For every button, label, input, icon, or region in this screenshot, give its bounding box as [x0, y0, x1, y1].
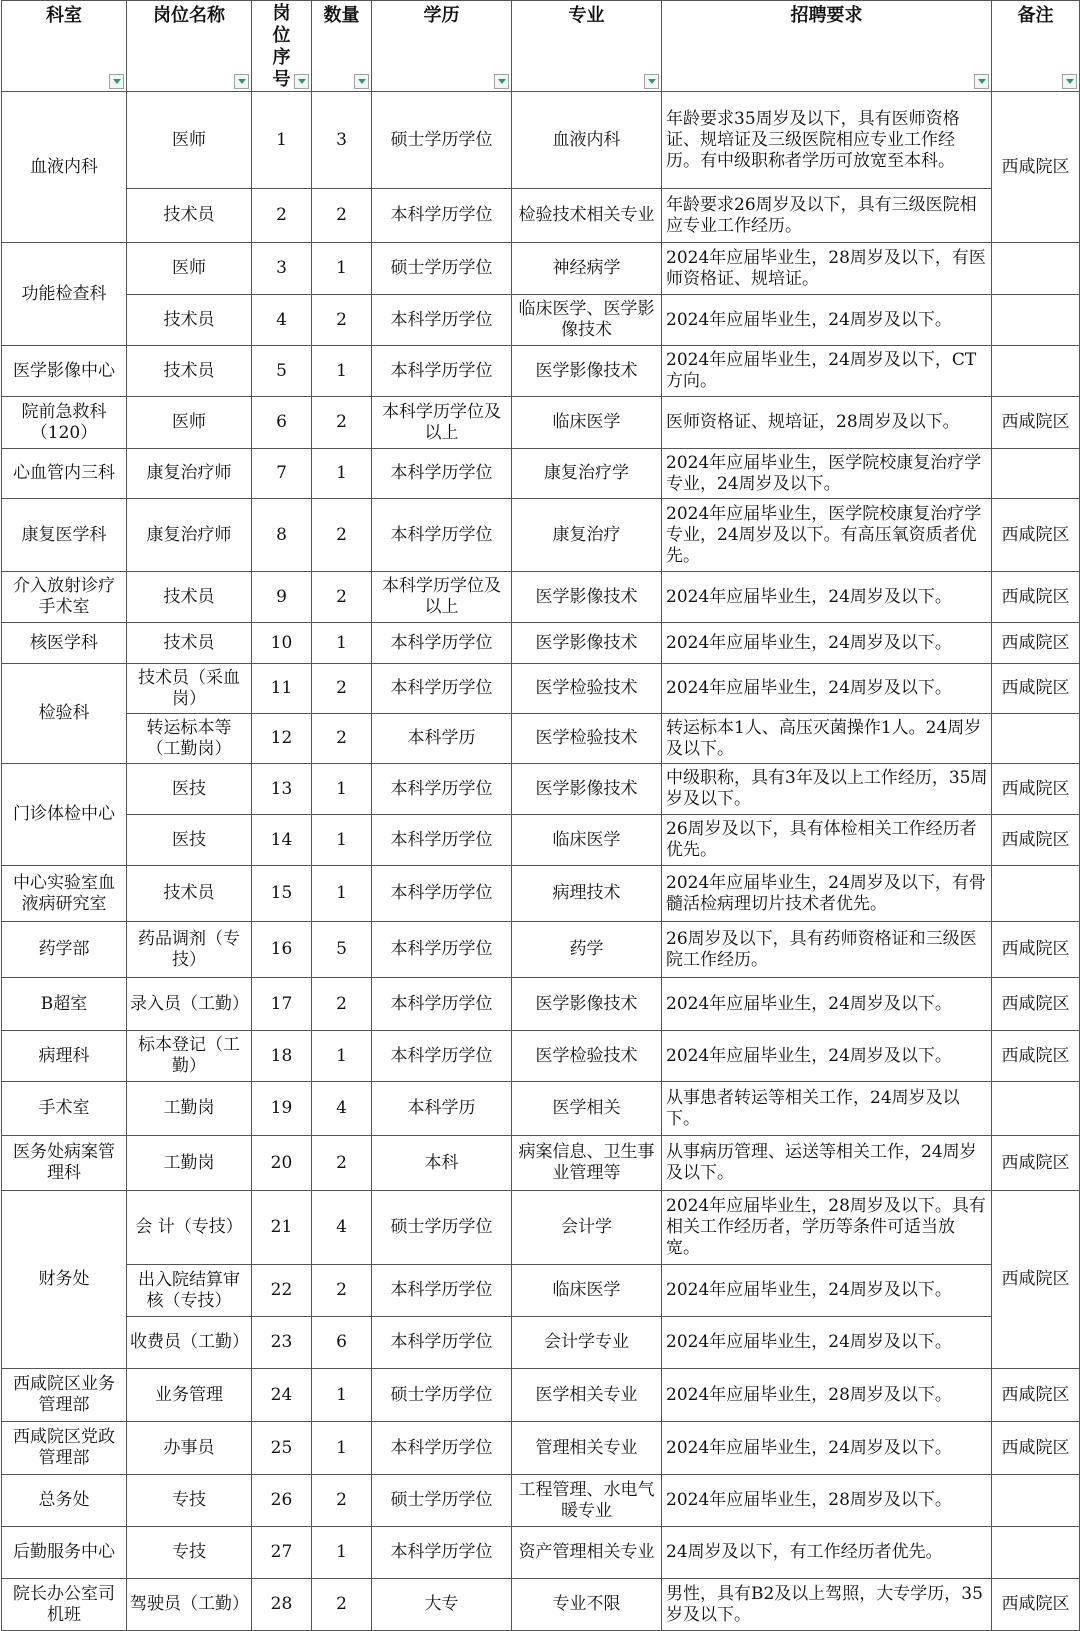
major-cell: 会计学	[512, 1191, 662, 1265]
post-name-cell: 技术员	[127, 623, 252, 664]
post-name-cell: 转运标本等（工勤岗）	[127, 714, 252, 764]
header-label: 科室	[46, 5, 82, 26]
recruitment-table	[1, 0, 1080, 1631]
post-name-cell: 技术员	[127, 295, 252, 346]
requirements-cell: 2024年应届毕业生，医学院校康复治疗学专业，24周岁及以下。有高压氧资质者优先。	[662, 499, 992, 572]
post-number-cell: 24	[252, 1369, 312, 1422]
header-cell	[512, 1, 662, 92]
post-number-cell: 2	[252, 189, 312, 243]
remark-cell: 西咸院区	[992, 1369, 1080, 1422]
post-number-cell: 28	[252, 1579, 312, 1631]
quantity-cell: 1	[312, 866, 372, 922]
remark-cell	[992, 1082, 1080, 1136]
filter-dropdown-icon[interactable]	[1062, 74, 1077, 89]
post-name-cell: 标本登记（工勤）	[127, 1031, 252, 1082]
department-cell: 血液内科	[2, 92, 127, 243]
education-cell: 本科	[372, 1136, 512, 1191]
requirements-cell: 2024年应届毕业生，28周岁及以下，有医师资格证、规培证。	[662, 243, 992, 295]
remark-cell: 西咸院区	[992, 1191, 1080, 1369]
post-number-cell: 5	[252, 346, 312, 397]
education-cell: 本科学历学位	[372, 1265, 512, 1317]
filter-dropdown-icon[interactable]	[109, 74, 124, 89]
remark-cell: 西咸院区	[992, 978, 1080, 1031]
quantity-cell: 1	[312, 815, 372, 866]
requirements-cell: 从事病历管理、运送等相关工作，24周岁及以下。	[662, 1136, 992, 1191]
major-cell: 神经病学	[512, 243, 662, 295]
education-cell: 本科学历学位	[372, 1422, 512, 1475]
major-cell: 会计学专业	[512, 1317, 662, 1369]
department-cell: 药学部	[2, 922, 127, 978]
post-number-cell: 8	[252, 499, 312, 572]
post-name-cell: 医技	[127, 764, 252, 815]
post-name-cell: 会 计（专技）	[127, 1191, 252, 1265]
education-cell: 本科学历学位	[372, 623, 512, 664]
department-cell: 病理科	[2, 1031, 127, 1082]
table-row	[2, 764, 1080, 815]
quantity-cell: 6	[312, 1317, 372, 1369]
major-cell: 病理技术	[512, 866, 662, 922]
education-cell: 本科学历	[372, 714, 512, 764]
quantity-cell: 1	[312, 764, 372, 815]
major-cell: 临床医学	[512, 815, 662, 866]
table-row	[2, 664, 1080, 714]
remark-cell: 西咸院区	[992, 499, 1080, 572]
table-row	[2, 866, 1080, 922]
department-cell: 西咸院区党政管理部	[2, 1422, 127, 1475]
table-row	[2, 922, 1080, 978]
quantity-cell: 2	[312, 714, 372, 764]
post-number-cell: 15	[252, 866, 312, 922]
header-label: 岗位序号	[272, 3, 291, 90]
post-number-cell: 12	[252, 714, 312, 764]
requirements-cell: 2024年应届毕业生，28周岁及以下。	[662, 1369, 992, 1422]
table-row	[2, 1475, 1080, 1527]
major-cell: 工程管理、水电气暖专业	[512, 1475, 662, 1527]
post-name-cell: 医师	[127, 92, 252, 189]
post-number-cell: 26	[252, 1475, 312, 1527]
major-cell: 血液内科	[512, 92, 662, 189]
post-name-cell: 出入院结算审核（专技）	[127, 1265, 252, 1317]
major-cell: 医学影像技术	[512, 764, 662, 815]
requirements-cell: 2024年应届毕业生，28周岁及以下。	[662, 1475, 992, 1527]
post-number-cell: 13	[252, 764, 312, 815]
header-label: 岗位名称	[153, 5, 225, 26]
education-cell: 大专	[372, 1579, 512, 1631]
education-cell: 硕士学历学位	[372, 1369, 512, 1422]
requirements-cell: 2024年应届毕业生，24周岁及以下。	[662, 664, 992, 714]
quantity-cell: 2	[312, 189, 372, 243]
header-label: 专业	[568, 5, 605, 26]
requirements-cell: 26周岁及以下，具有体检相关工作经历者优先。	[662, 815, 992, 866]
education-cell: 本科学历学位	[372, 815, 512, 866]
filter-dropdown-icon[interactable]	[234, 74, 249, 89]
quantity-cell: 1	[312, 1422, 372, 1475]
table-row	[2, 449, 1080, 499]
post-number-cell: 25	[252, 1422, 312, 1475]
quantity-cell: 2	[312, 499, 372, 572]
post-name-cell: 专技	[127, 1475, 252, 1527]
post-number-cell: 20	[252, 1136, 312, 1191]
quantity-cell: 2	[312, 295, 372, 346]
table-row	[2, 1369, 1080, 1422]
remark-cell: 西咸院区	[992, 1579, 1080, 1631]
post-number-cell: 21	[252, 1191, 312, 1265]
education-cell: 本科学历学位	[372, 764, 512, 815]
post-number-cell: 11	[252, 664, 312, 714]
requirements-cell: 2024年应届毕业生，24周岁及以下。	[662, 1265, 992, 1317]
requirements-cell: 2024年应届毕业生，24周岁及以下。	[662, 295, 992, 346]
header-cell	[372, 1, 512, 92]
major-cell: 医学检验技术	[512, 664, 662, 714]
remark-cell: 西咸院区	[992, 764, 1080, 815]
remark-cell	[992, 295, 1080, 346]
header-label: 备注	[1017, 5, 1054, 26]
education-cell: 硕士学历学位	[372, 243, 512, 295]
post-number-cell: 18	[252, 1031, 312, 1082]
header-row	[2, 1, 1080, 92]
education-cell: 本科学历学位	[372, 346, 512, 397]
header-cell	[252, 1, 312, 92]
education-cell: 本科学历学位	[372, 1527, 512, 1579]
major-cell: 临床医学	[512, 397, 662, 449]
post-name-cell: 技术员	[127, 572, 252, 623]
quantity-cell: 1	[312, 1527, 372, 1579]
major-cell: 专业不限	[512, 1579, 662, 1631]
remark-cell: 西咸院区	[992, 664, 1080, 714]
department-cell: 介入放射诊疗手术室	[2, 572, 127, 623]
filter-dropdown-icon[interactable]	[974, 74, 989, 89]
post-number-cell: 22	[252, 1265, 312, 1317]
requirements-cell: 2024年应届毕业生，24周岁及以下，有骨髓活检病理切片技术者优先。	[662, 866, 992, 922]
table-row	[2, 815, 1080, 866]
quantity-cell: 2	[312, 1475, 372, 1527]
major-cell: 资产管理相关专业	[512, 1527, 662, 1579]
quantity-cell: 4	[312, 1191, 372, 1265]
table-row	[2, 346, 1080, 397]
post-name-cell: 技术员（采血岗）	[127, 664, 252, 714]
post-name-cell: 专技	[127, 1527, 252, 1579]
remark-cell	[992, 714, 1080, 764]
quantity-cell: 1	[312, 1369, 372, 1422]
major-cell: 医学检验技术	[512, 1031, 662, 1082]
post-number-cell: 3	[252, 243, 312, 295]
quantity-cell: 1	[312, 346, 372, 397]
post-number-cell: 17	[252, 978, 312, 1031]
requirements-cell: 2024年应届毕业生，24周岁及以下。	[662, 1422, 992, 1475]
post-name-cell: 录入员（工勤）	[127, 978, 252, 1031]
remark-cell: 西咸院区	[992, 397, 1080, 449]
department-cell: 院前急救科（120）	[2, 397, 127, 449]
requirements-cell: 2024年应届毕业生，24周岁及以下。	[662, 623, 992, 664]
remark-cell	[992, 346, 1080, 397]
post-number-cell: 16	[252, 922, 312, 978]
major-cell: 管理相关专业	[512, 1422, 662, 1475]
post-number-cell: 14	[252, 815, 312, 866]
requirements-cell: 转运标本1人、高压灭菌操作1人。24周岁及以下。	[662, 714, 992, 764]
education-cell: 本科学历学位	[372, 978, 512, 1031]
post-name-cell: 医技	[127, 815, 252, 866]
major-cell: 医学影像技术	[512, 346, 662, 397]
quantity-cell: 1	[312, 243, 372, 295]
remark-cell: 西咸院区	[992, 815, 1080, 866]
post-number-cell: 10	[252, 623, 312, 664]
table-row	[2, 572, 1080, 623]
requirements-cell: 2024年应届毕业生，24周岁及以下。	[662, 1317, 992, 1369]
department-cell: 院长办公室司机班	[2, 1579, 127, 1631]
requirements-cell: 2024年应届毕业生，24周岁及以下。	[662, 572, 992, 623]
table-row	[2, 714, 1080, 764]
education-cell: 本科学历学位	[372, 664, 512, 714]
quantity-cell: 5	[312, 922, 372, 978]
major-cell: 康复治疗	[512, 499, 662, 572]
post-name-cell: 工勤岗	[127, 1136, 252, 1191]
quantity-cell: 2	[312, 1579, 372, 1631]
quantity-cell: 2	[312, 397, 372, 449]
table-row	[2, 1191, 1080, 1265]
quantity-cell: 3	[312, 92, 372, 189]
remark-cell: 西咸院区	[992, 1031, 1080, 1082]
table-row	[2, 1317, 1080, 1369]
department-cell: 西咸院区业务管理部	[2, 1369, 127, 1422]
department-cell: 检验科	[2, 664, 127, 764]
department-cell: 后勤服务中心	[2, 1527, 127, 1579]
requirements-cell: 男性，具有B2及以上驾照，大专学历，35岁及以下。	[662, 1579, 992, 1631]
post-name-cell: 药品调剂（专技）	[127, 922, 252, 978]
post-name-cell: 医师	[127, 397, 252, 449]
post-name-cell: 康复治疗师	[127, 499, 252, 572]
requirements-cell: 医师资格证、规培证，28周岁及以下。	[662, 397, 992, 449]
education-cell: 本科学历学位	[372, 449, 512, 499]
major-cell: 医学影像技术	[512, 572, 662, 623]
post-number-cell: 4	[252, 295, 312, 346]
remark-cell	[992, 866, 1080, 922]
table-row	[2, 189, 1080, 243]
remark-cell: 西咸院区	[992, 92, 1080, 243]
department-cell: 中心实验室血液病研究室	[2, 866, 127, 922]
major-cell: 临床医学	[512, 1265, 662, 1317]
table-row	[2, 1422, 1080, 1475]
post-number-cell: 23	[252, 1317, 312, 1369]
major-cell: 医学影像技术	[512, 623, 662, 664]
quantity-cell: 4	[312, 1082, 372, 1136]
quantity-cell: 2	[312, 978, 372, 1031]
requirements-cell: 24周岁及以下，有工作经历者优先。	[662, 1527, 992, 1579]
requirements-cell: 2024年应届毕业生，24周岁及以下，CT方向。	[662, 346, 992, 397]
table-row	[2, 92, 1080, 189]
requirements-cell: 2024年应届毕业生，24周岁及以下。	[662, 1031, 992, 1082]
major-cell: 临床医学、医学影像技术	[512, 295, 662, 346]
table-row	[2, 295, 1080, 346]
major-cell: 医学检验技术	[512, 714, 662, 764]
remark-cell: 西咸院区	[992, 572, 1080, 623]
remark-cell: 西咸院区	[992, 922, 1080, 978]
department-cell: 医学影像中心	[2, 346, 127, 397]
post-number-cell: 19	[252, 1082, 312, 1136]
remark-cell	[992, 449, 1080, 499]
table-row	[2, 1031, 1080, 1082]
post-name-cell: 收费员（工勤）	[127, 1317, 252, 1369]
department-cell: 康复医学科	[2, 499, 127, 572]
post-name-cell: 康复治疗师	[127, 449, 252, 499]
requirements-cell: 从事患者转运等相关工作，24周岁及以下。	[662, 1082, 992, 1136]
requirements-cell: 26周岁及以下，具有药师资格证和三级医院工作经历。	[662, 922, 992, 978]
education-cell: 硕士学历学位	[372, 1191, 512, 1265]
requirements-cell: 年龄要求35周岁及以下，具有医师资格证、规培证及三级医院相应专业工作经历。有中级职称者学历可放宽至本科。	[662, 92, 992, 189]
education-cell: 本科学历学位	[372, 1317, 512, 1369]
requirements-cell: 2024年应届毕业生，医学院校康复治疗学专业，24周岁及以下。	[662, 449, 992, 499]
filter-dropdown-icon[interactable]	[494, 74, 509, 89]
header-label: 招聘要求	[790, 5, 863, 26]
quantity-cell: 2	[312, 1136, 372, 1191]
requirements-cell: 2024年应届毕业生，28周岁及以下。具有相关工作经历者，学历等条件可适当放宽。	[662, 1191, 992, 1265]
requirements-cell: 中级职称，具有3年及以上工作经历，35周岁及以下。	[662, 764, 992, 815]
major-cell: 医学相关	[512, 1082, 662, 1136]
post-name-cell: 办事员	[127, 1422, 252, 1475]
table-row	[2, 978, 1080, 1031]
education-cell: 本科学历学位	[372, 922, 512, 978]
filter-dropdown-icon[interactable]	[294, 74, 309, 89]
header-cell	[2, 1, 127, 92]
major-cell: 检验技术相关专业	[512, 189, 662, 243]
table-row	[2, 397, 1080, 449]
post-name-cell: 技术员	[127, 189, 252, 243]
education-cell: 本科学历学位	[372, 295, 512, 346]
remark-cell	[992, 1527, 1080, 1579]
department-cell: 心血管内三科	[2, 449, 127, 499]
remark-cell: 西咸院区	[992, 1136, 1080, 1191]
post-name-cell: 医师	[127, 243, 252, 295]
post-name-cell: 技术员	[127, 346, 252, 397]
department-cell: 功能检查科	[2, 243, 127, 346]
requirements-cell: 年龄要求26周岁及以下，具有三级医院相应专业工作经历。	[662, 189, 992, 243]
education-cell: 硕士学历学位	[372, 92, 512, 189]
department-cell: 手术室	[2, 1082, 127, 1136]
education-cell: 本科学历学位	[372, 189, 512, 243]
remark-cell: 西咸院区	[992, 1422, 1080, 1475]
education-cell: 本科学历学位及以上	[372, 397, 512, 449]
education-cell: 本科学历学位	[372, 1031, 512, 1082]
quantity-cell: 2	[312, 1265, 372, 1317]
education-cell: 本科学历学位	[372, 866, 512, 922]
quantity-cell: 1	[312, 623, 372, 664]
quantity-cell: 1	[312, 449, 372, 499]
post-number-cell: 6	[252, 397, 312, 449]
department-cell: 门诊体检中心	[2, 764, 127, 866]
quantity-cell: 1	[312, 1031, 372, 1082]
table-row	[2, 1527, 1080, 1579]
table-row	[2, 499, 1080, 572]
quantity-cell: 2	[312, 572, 372, 623]
header-cell	[312, 1, 372, 92]
post-name-cell: 技术员	[127, 866, 252, 922]
post-name-cell: 业务管理	[127, 1369, 252, 1422]
post-name-cell: 工勤岗	[127, 1082, 252, 1136]
post-number-cell: 1	[252, 92, 312, 189]
education-cell: 本科学历学位及以上	[372, 572, 512, 623]
major-cell: 康复治疗学	[512, 449, 662, 499]
remark-cell: 西咸院区	[992, 623, 1080, 664]
table-row	[2, 1136, 1080, 1191]
department-cell: 财务处	[2, 1191, 127, 1369]
table-row	[2, 1579, 1080, 1631]
header-cell	[127, 1, 252, 92]
education-cell: 硕士学历学位	[372, 1475, 512, 1527]
major-cell: 药学	[512, 922, 662, 978]
education-cell: 本科学历学位	[372, 499, 512, 572]
department-cell: 医务处病案管理科	[2, 1136, 127, 1191]
table-row	[2, 623, 1080, 664]
requirements-cell: 2024年应届毕业生，24周岁及以下。	[662, 978, 992, 1031]
department-cell: 总务处	[2, 1475, 127, 1527]
remark-cell	[992, 243, 1080, 295]
major-cell: 病案信息、卫生事业管理等	[512, 1136, 662, 1191]
table-row	[2, 1265, 1080, 1317]
filter-dropdown-icon[interactable]	[644, 74, 659, 89]
department-cell: B超室	[2, 978, 127, 1031]
post-name-cell: 驾驶员（工勤）	[127, 1579, 252, 1631]
education-cell: 本科学历	[372, 1082, 512, 1136]
department-cell: 核医学科	[2, 623, 127, 664]
quantity-cell: 2	[312, 664, 372, 714]
header-cell	[662, 1, 992, 92]
table-row	[2, 243, 1080, 295]
major-cell: 医学相关专业	[512, 1369, 662, 1422]
table-row	[2, 1082, 1080, 1136]
header-label: 数量	[323, 5, 360, 26]
header-cell	[992, 1, 1080, 92]
post-number-cell: 7	[252, 449, 312, 499]
filter-dropdown-icon[interactable]	[354, 74, 369, 89]
table-body	[2, 92, 1080, 1631]
post-number-cell: 9	[252, 572, 312, 623]
major-cell: 医学影像技术	[512, 978, 662, 1031]
post-number-cell: 27	[252, 1527, 312, 1579]
remark-cell	[992, 1475, 1080, 1527]
header-label: 学历	[423, 5, 460, 26]
